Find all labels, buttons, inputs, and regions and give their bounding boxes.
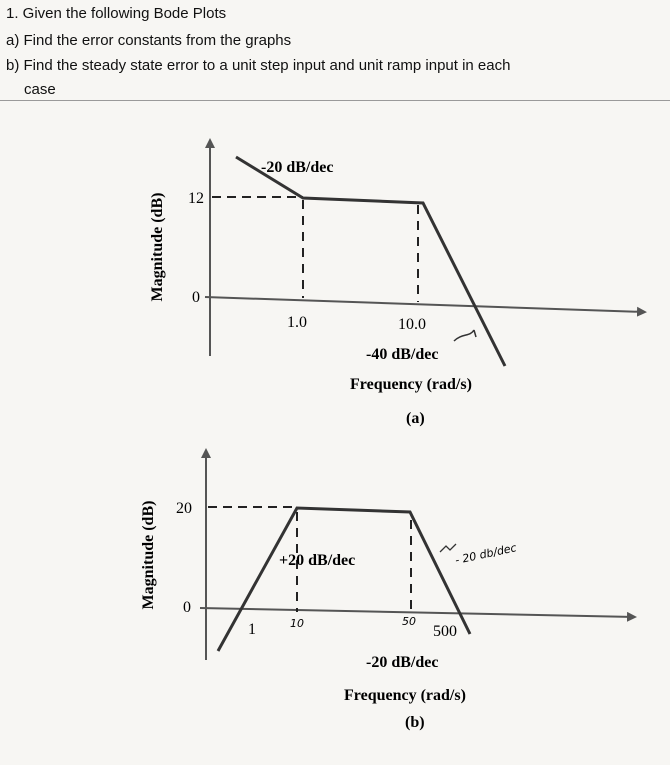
plot-a-ytick-0: 0: [192, 289, 200, 306]
plot-a-xtick-10: 10.0: [398, 316, 426, 333]
bode-plot-b: [140, 450, 635, 731]
plot-a-ylabel: Magnitude (dB): [149, 192, 166, 302]
plot-a-xlabel: Frequency (rad/s): [350, 376, 472, 393]
plot-b-slope-label-falling: -20 dB/dec: [366, 654, 439, 671]
plot-b-xtick-500: 500: [433, 623, 457, 640]
plot-a-ytick-12: 12: [188, 190, 204, 207]
plot-b-handwritten-slope: - 20 db/dec: [453, 541, 518, 567]
plot-b-slope-label-rising: +20 dB/dec: [279, 552, 356, 569]
plot-b-xlabel: Frequency (rad/s): [344, 687, 466, 704]
plot-b-ytick-0: 0: [183, 599, 191, 616]
plot-a-xtick-1: 1.0: [287, 314, 307, 331]
question-part-b: b) Find the steady state error to a unit step input and unit ramp input in each: [6, 57, 511, 74]
plot-b-panel-label: (b): [405, 714, 425, 731]
plot-a-slope-pointer: [454, 330, 476, 341]
plot-a-x-axis: [205, 297, 645, 312]
plot-a-panel-label: (a): [406, 410, 425, 427]
plot-a-slope-label-2: -40 dB/dec: [366, 346, 439, 363]
bode-plot-a: [149, 140, 645, 427]
plot-b-handwritten-mark: [440, 544, 456, 552]
plot-b-ylabel: Magnitude (dB): [140, 500, 157, 610]
question-part-b-continued: case: [24, 81, 56, 98]
plot-b-ytick-20: 20: [176, 500, 192, 517]
plot-a-slope-label-1: -20 dB/dec: [261, 159, 334, 176]
plot-b-x-axis: [200, 608, 635, 617]
question-part-a: a) Find the error constants from the graphs: [6, 32, 292, 49]
plot-b-xtick-50: 50: [402, 615, 416, 628]
plot-b-xtick-10: 10: [290, 617, 304, 630]
question-title: 1. Given the following Bode Plots: [6, 5, 227, 22]
plot-b-xtick-1: 1: [248, 621, 256, 638]
